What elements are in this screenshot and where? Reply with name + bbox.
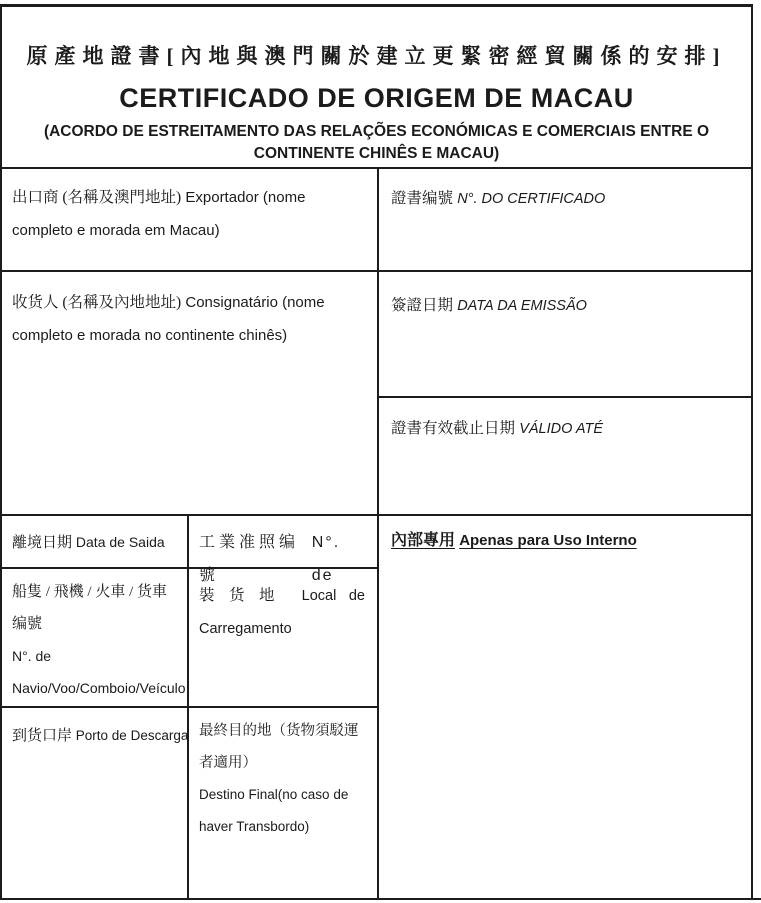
certificate-number-label-pt: N°. DO CERTIFICADO [457, 191, 606, 207]
internal-use-label-zh: 內部專用 [391, 532, 456, 549]
vessel-number-label-zh: 船隻 / 飛機 / 火車 / 货車编號 [12, 584, 168, 632]
loading-place-label-pt: Local de Carregamento [199, 588, 365, 637]
cell-vessel-number [2, 569, 185, 704]
cell-loading-place [189, 569, 375, 704]
outer-border-bottom [0, 898, 761, 900]
form-title-portuguese: CERTIFICADO DE ORIGEM DE MACAU [119, 83, 634, 113]
outer-border-top [0, 4, 753, 7]
title-block [0, 4, 753, 165]
cell-industrial-licence [189, 516, 375, 584]
form-title-chinese: 原產地證書[內地與澳門關於建立更緊密經貿關係的安排] [26, 44, 727, 68]
cell-discharge-port [2, 708, 189, 898]
cell-issue-date [379, 272, 751, 394]
exporter-label-pt: Exportador (nome completo e morada em Macau) [12, 189, 306, 239]
final-destination-label-zh: 最終目的地（货物須駁運者適用） [199, 723, 359, 771]
cell-internal-use [379, 516, 751, 898]
cell-final-destination [189, 708, 375, 898]
discharge-port-label-pt: Porto de Descarga [75, 728, 189, 743]
vessel-number-label-pt: N°. de Navio/Voo/Comboio/Veículo [12, 648, 186, 696]
industrial-licence-label-zh: 工業准照编號 [199, 534, 300, 584]
departure-date-label-zh: 離境日期 [12, 535, 73, 551]
loading-place-label-zh: 裝货地 [199, 587, 290, 604]
valid-until-label-pt: VÁLIDO ATÉ [519, 421, 603, 437]
certificate-number-label-zh: 證書编號 [391, 190, 454, 207]
cell-exporter [2, 169, 375, 268]
discharge-port-label-zh: 到货口岸 [12, 728, 73, 744]
outer-border-right [751, 4, 753, 900]
internal-use-label-pt: Apenas para Uso Interno [459, 532, 637, 549]
cell-departure-date [2, 516, 185, 565]
cell-certificate-number [379, 169, 751, 268]
consignee-label-pt: Consignatário (nome completo e morada no continente chinês) [12, 294, 325, 344]
consignee-label-zh: 收货人 (名稱及內地地址) [12, 294, 182, 311]
cell-valid-until [379, 398, 751, 512]
issue-date-label-zh: 簽證日期 [391, 297, 454, 314]
form-subtitle-portuguese: (ACORDO DE ESTREITAMENTO DAS RELAÇÕES ECONÓMICAS E COMERCIAIS ENTRE O CONTINENTE CHINÊS E MACAU) [43, 123, 710, 162]
cell-consignee [2, 272, 375, 512]
final-destination-label-pt: Destino Final(no caso de haver Transbordo) [199, 787, 349, 834]
industrial-licence-label-pt: N°. de [311, 534, 341, 584]
valid-until-label-zh: 證書有效截止日期 [391, 420, 516, 437]
issue-date-label-pt: DATA DA EMISSÃO [457, 298, 587, 314]
departure-date-label-pt: Data de Saida [75, 534, 165, 550]
exporter-label-zh: 出口商 (名稱及澳門地址) [12, 189, 182, 206]
